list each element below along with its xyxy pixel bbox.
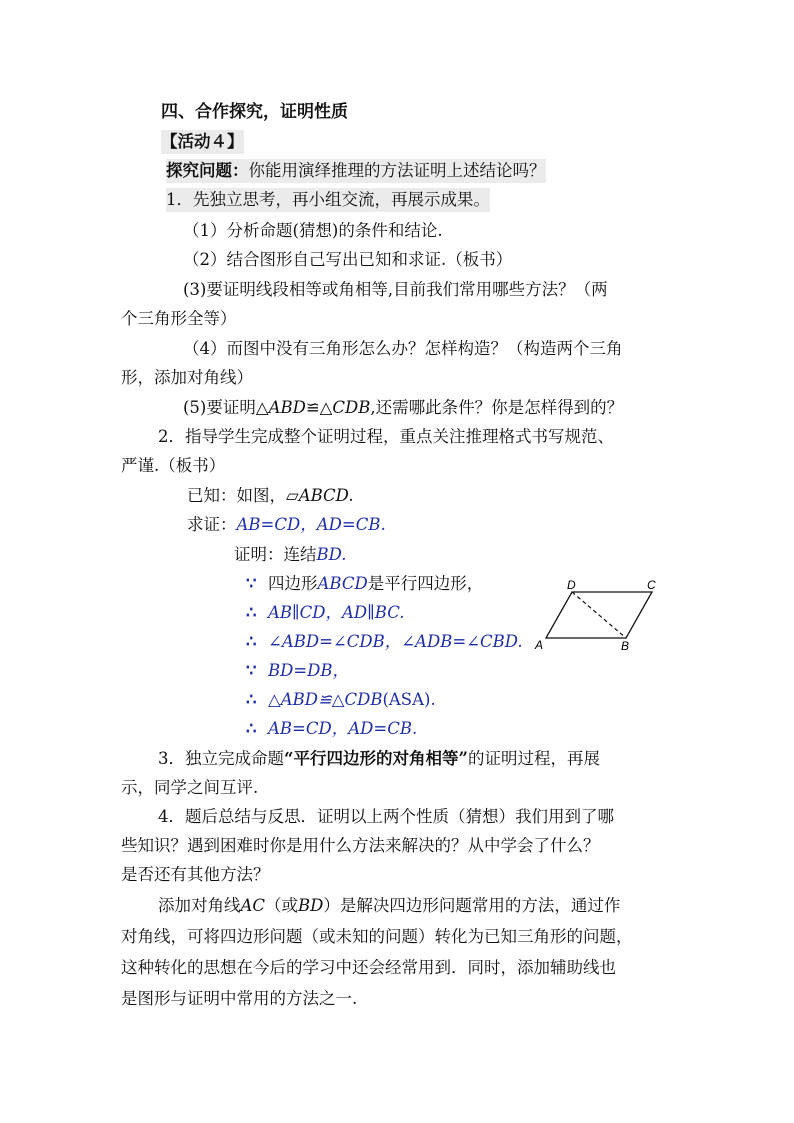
- summary-line1: [158, 894, 620, 918]
- proof-l1c: 是平行四边形，: [367, 574, 484, 593]
- summary-l1d: BD: [298, 896, 324, 915]
- step-4-line1: 4．题后总结与反思．证明以上两个性质（猜想）我们用到了哪: [158, 807, 614, 826]
- vertex-b-label: B: [621, 639, 630, 653]
- step3-pre: 3．独立完成命题: [158, 749, 284, 768]
- step-4-line2: 些知识？遇到困难时你是用什么方法来解决的？从中学会了什么？: [121, 836, 600, 855]
- proof-l3: ∠ABD=∠CDB，∠ADB=∠CBD.: [268, 632, 523, 651]
- summary-l1c: （或: [265, 896, 299, 915]
- proof-step-1: [246, 572, 483, 596]
- section-title: 四、合作探究，证明性质: [161, 102, 348, 122]
- proof-step-3: [246, 630, 523, 654]
- proof-step-4: [246, 659, 349, 683]
- proof-l5b: (ASA).: [382, 690, 436, 709]
- proof-l1a: 四边形: [268, 574, 318, 593]
- proof-start: [234, 543, 347, 567]
- summary-line2: 对角线，可将四边形问题（或未知的问题）转化为已知三角形的问题，: [121, 927, 633, 946]
- proof-l2: AB∥CD，AD∥BC.: [268, 603, 405, 622]
- step3-bold: “平行四边形的对角相等”: [284, 749, 468, 768]
- sub-question-2: （2）结合图形自己写出已知和求证.（板书）: [183, 250, 513, 269]
- therefore-symbol: ∴: [246, 632, 257, 651]
- therefore-symbol: ∴: [246, 690, 257, 709]
- proof-l1b: ABCD: [317, 574, 368, 593]
- prove-line: [187, 513, 386, 537]
- sub5-post: ,还需哪此条件？你是怎样得到的？: [370, 398, 624, 417]
- vertex-c-label: C: [647, 578, 656, 592]
- question-line: [166, 159, 546, 183]
- parallelogram-figure: [530, 578, 666, 654]
- sub-question-3-line2: 个三角形全等）: [121, 309, 237, 328]
- step-2-line1: 2．指导学生完成整个证明过程，重点关注推理格式书写规范、: [158, 427, 614, 446]
- proof-label: 证明：连结: [234, 545, 317, 564]
- sub5-mid: ≌△: [305, 398, 333, 417]
- sub-question-3-line1: (3)要证明线段相等或角相等,目前我们常用哪些方法？（两: [183, 280, 608, 299]
- vertex-d-label: D: [567, 578, 576, 592]
- summary-l1e: ）是解决四边形问题常用的方法，通过作: [323, 896, 621, 915]
- step-4-line3: 是否还有其他方法？: [121, 865, 270, 884]
- sub-question-4-line2: 形，添加对角线）: [121, 368, 253, 387]
- vertex-a-label: A: [535, 638, 544, 652]
- question-label: 探究问题：: [166, 161, 249, 180]
- step-3-line2: 示，同学之间互评.: [121, 778, 259, 797]
- proof-l6: AB=CD，AD=CB.: [268, 719, 418, 738]
- sub5-abd: ABD: [268, 398, 306, 417]
- proof-l4: BD=DB，: [268, 661, 350, 680]
- given-line: [187, 484, 354, 508]
- activity-label: 【活动４】: [161, 130, 244, 154]
- step-1: 1．先独立思考，再小组交流，再展示成果。: [166, 188, 490, 212]
- because-symbol: ∵: [246, 574, 257, 593]
- proof-value: BD.: [316, 545, 347, 564]
- prove-value: AB=CD，AD=CB.: [236, 515, 386, 534]
- given-label: 已知：如图，: [187, 486, 286, 505]
- therefore-symbol: ∴: [246, 603, 257, 622]
- diagonal-bd: [572, 592, 626, 638]
- summary-l1a: 添加对角线: [158, 896, 241, 915]
- summary-l1b: AC: [240, 896, 266, 915]
- sub-question-1: （1）分析命题(猜想)的条件和结论.: [183, 221, 443, 240]
- sub-question-5: [183, 396, 623, 420]
- summary-line3: 这种转化的思想在今后的学习中还会经常用到．同时，添加辅助线也: [121, 958, 616, 977]
- parallelogram-symbol: ▱: [286, 486, 299, 505]
- sub-question-4-line1: （4）而图中没有三角形怎么办？怎样构造？（构造两个三角: [183, 339, 623, 358]
- therefore-symbol: ∴: [246, 719, 257, 738]
- sub5-cdb: CDB: [332, 398, 371, 417]
- given-value: ABCD.: [298, 486, 354, 505]
- proof-step-2: [246, 601, 405, 625]
- prove-label: 求证：: [187, 515, 237, 534]
- summary-line4: 是图形与证明中常用的方法之一.: [121, 989, 358, 1008]
- step3-post: 的证明过程，再展: [467, 749, 600, 768]
- step-2-line2: 严谨.（板书）: [121, 456, 226, 475]
- step-3-line1: [158, 747, 600, 771]
- sub5-pre: (5)要证明△: [183, 398, 269, 417]
- proof-step-5: [246, 688, 436, 712]
- proof-l5a: △ABD≌△CDB: [268, 690, 383, 709]
- question-text: 你能用演绎推理的方法证明上述结论吗？: [248, 161, 546, 180]
- proof-step-6: [246, 717, 417, 741]
- because-symbol: ∵: [246, 661, 257, 680]
